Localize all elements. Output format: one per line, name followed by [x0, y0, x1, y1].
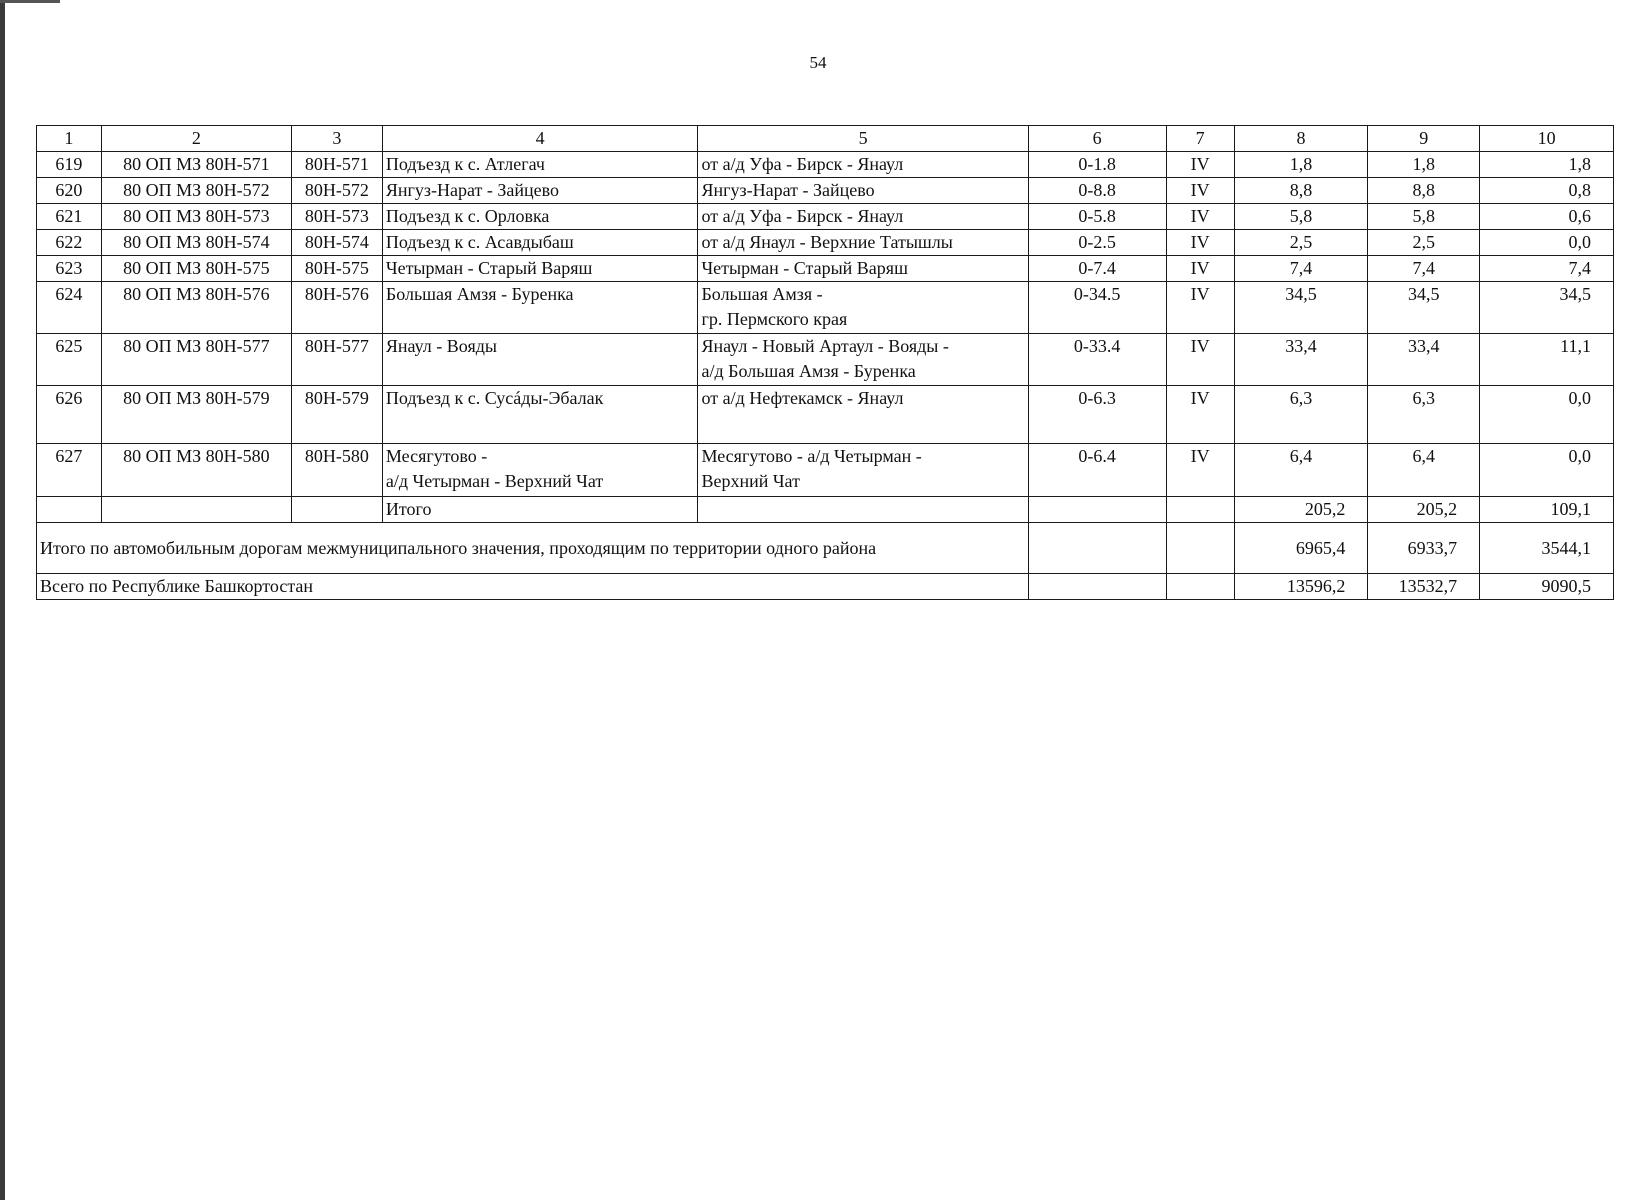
col9-value: 33,4 [1368, 334, 1480, 386]
grand-total-col9: 13532,7 [1368, 574, 1480, 600]
col10-value: 0,8 [1480, 178, 1614, 204]
table-row [37, 152, 1614, 178]
road-route-line: Месягутово - а/д Четырман - [701, 446, 922, 466]
road-route-line: от а/д Янаул - Верхние Татышлы [701, 232, 953, 252]
header-cell: 6 [1028, 126, 1166, 152]
col8-value: 6,4 [1234, 444, 1368, 497]
row-number: 624 [37, 282, 102, 334]
summary-col9: 6933,7 [1368, 523, 1480, 574]
road-name-line: Подъезд к с. Атлегач [385, 154, 545, 174]
total-row [37, 497, 1614, 523]
col10-value: 11,1 [1480, 334, 1614, 386]
road-route-line: Четырман - Старый Варяш [701, 258, 908, 278]
col8-value: 7,4 [1234, 256, 1368, 282]
col9-value: 6,4 [1368, 444, 1480, 497]
km-range: 0-33.4 [1028, 334, 1166, 386]
road-code: 80Н-575 [291, 256, 382, 282]
col8-value: 34,5 [1234, 282, 1368, 334]
road-name-line: Подъезд к с. Асавдыбаш [385, 232, 574, 252]
road-code: 80Н-576 [291, 282, 382, 334]
col10-value: 0,6 [1480, 204, 1614, 230]
km-range: 0-8.8 [1028, 178, 1166, 204]
col9-value: 2,5 [1368, 230, 1480, 256]
total-label: Итого [382, 497, 698, 523]
col10-value: 0,0 [1480, 444, 1614, 497]
header-cell: 4 [382, 126, 698, 152]
col10-value: 34,5 [1480, 282, 1614, 334]
road-identifier: 80 ОП МЗ 80Н-572 [101, 178, 291, 204]
table-row [37, 230, 1614, 256]
header-cell: 5 [698, 126, 1028, 152]
total-col8: 205,2 [1234, 497, 1368, 523]
road-route-line: Большая Амзя - [701, 284, 823, 304]
road-name [382, 230, 698, 256]
road-name-line: Подъезд к с. Орловка [385, 206, 550, 226]
row-number: 622 [37, 230, 102, 256]
km-range: 0-6.4 [1028, 444, 1166, 497]
road-name-line: Большая Амзя - Буренка [385, 284, 574, 304]
road-name [382, 178, 698, 204]
summary-label: Итого по автомобильным дорогам межмуниципального значения, проходящим по территории одного района [37, 523, 1029, 574]
scan-edge-top [0, 0, 60, 3]
road-code: 80Н-577 [291, 334, 382, 386]
scan-edge [0, 0, 5, 1200]
road-category: IV [1166, 386, 1234, 444]
road-code: 80Н-579 [291, 386, 382, 444]
row-number: 620 [37, 178, 102, 204]
header-cell: 7 [1166, 126, 1234, 152]
road-name-line: Янгуз-Нарат - Зайцево [385, 180, 560, 200]
road-code: 80Н-572 [291, 178, 382, 204]
col9-value: 7,4 [1368, 256, 1480, 282]
road-route-line: Янгуз-Нарат - Зайцево [701, 180, 875, 200]
km-range: 0-6.3 [1028, 386, 1166, 444]
road-route-line: гр. Пермского края [701, 309, 848, 329]
col8-value: 8,8 [1234, 178, 1368, 204]
road-route [698, 256, 1028, 282]
table-row [37, 256, 1614, 282]
road-category: IV [1166, 230, 1234, 256]
km-range: 0-2.5 [1028, 230, 1166, 256]
road-route [698, 282, 1028, 334]
road-category: IV [1166, 256, 1234, 282]
road-identifier: 80 ОП МЗ 80Н-579 [101, 386, 291, 444]
road-route [698, 386, 1028, 444]
col10-value: 7,4 [1480, 256, 1614, 282]
col8-value: 2,5 [1234, 230, 1368, 256]
road-identifier: 80 ОП МЗ 80Н-574 [101, 230, 291, 256]
summary-col10: 3544,1 [1480, 523, 1614, 574]
road-name [382, 282, 698, 334]
road-identifier: 80 ОП МЗ 80Н-575 [101, 256, 291, 282]
km-range: 0-34.5 [1028, 282, 1166, 334]
col9-value: 6,3 [1368, 386, 1480, 444]
road-name [382, 152, 698, 178]
road-name [382, 386, 698, 444]
road-route-line: от а/д Нефтекамск - Янаул [701, 388, 904, 408]
col8-value: 1,8 [1234, 152, 1368, 178]
road-name-line: Подъезд к с. Сусáды-Эбалак [385, 388, 604, 408]
row-number: 627 [37, 444, 102, 497]
total-col9: 205,2 [1368, 497, 1480, 523]
road-category: IV [1166, 334, 1234, 386]
row-number: 621 [37, 204, 102, 230]
road-name-line: Четырман - Старый Варяш [385, 258, 593, 278]
grand-total-label: Всего по Республике Башкортостан [37, 574, 1029, 600]
road-route [698, 444, 1028, 497]
road-route-line: Янаул - Новый Артаул - Вояды - [701, 336, 949, 356]
col8-value: 33,4 [1234, 334, 1368, 386]
row-number: 625 [37, 334, 102, 386]
grand-total-col8: 13596,2 [1234, 574, 1368, 600]
road-name [382, 334, 698, 386]
row-number: 623 [37, 256, 102, 282]
col8-value: 6,3 [1234, 386, 1368, 444]
table-row [37, 386, 1614, 444]
road-name [382, 204, 698, 230]
road-code: 80Н-574 [291, 230, 382, 256]
road-route [698, 230, 1028, 256]
road-category: IV [1166, 204, 1234, 230]
col10-value: 1,8 [1480, 152, 1614, 178]
road-identifier: 80 ОП МЗ 80Н-571 [101, 152, 291, 178]
road-identifier: 80 ОП МЗ 80Н-576 [101, 282, 291, 334]
road-route-line: от а/д Уфа - Бирск - Янаул [701, 154, 904, 174]
col9-value: 34,5 [1368, 282, 1480, 334]
road-route-line: а/д Большая Амзя - Буренка [701, 361, 916, 381]
table-header-row [37, 126, 1614, 152]
summary-row [37, 523, 1614, 574]
road-route [698, 178, 1028, 204]
table-row [37, 282, 1614, 334]
road-route [698, 334, 1028, 386]
road-name-line: Месягутово - [385, 446, 488, 466]
km-range: 0-5.8 [1028, 204, 1166, 230]
road-route [698, 204, 1028, 230]
summary-col8: 6965,4 [1234, 523, 1368, 574]
col8-value: 5,8 [1234, 204, 1368, 230]
road-identifier: 80 ОП МЗ 80Н-573 [101, 204, 291, 230]
road-category: IV [1166, 282, 1234, 334]
road-name [382, 444, 698, 497]
road-category: IV [1166, 444, 1234, 497]
header-cell: 8 [1234, 126, 1368, 152]
road-name [382, 256, 698, 282]
road-identifier: 80 ОП МЗ 80Н-577 [101, 334, 291, 386]
row-number: 626 [37, 386, 102, 444]
col9-value: 8,8 [1368, 178, 1480, 204]
road-route-line: от а/д Уфа - Бирск - Янаул [701, 206, 904, 226]
road-route-line: Верхний Чат [701, 471, 800, 491]
table-row [37, 204, 1614, 230]
road-code: 80Н-571 [291, 152, 382, 178]
roads-table [36, 125, 1614, 600]
total-col10: 109,1 [1480, 497, 1614, 523]
col9-value: 1,8 [1368, 152, 1480, 178]
road-code: 80Н-573 [291, 204, 382, 230]
road-code: 80Н-580 [291, 444, 382, 497]
col9-value: 5,8 [1368, 204, 1480, 230]
grand-total-col10: 9090,5 [1480, 574, 1614, 600]
page-number: 54 [809, 53, 827, 72]
table-row [37, 334, 1614, 386]
road-category: IV [1166, 178, 1234, 204]
row-number: 619 [37, 152, 102, 178]
road-identifier: 80 ОП МЗ 80Н-580 [101, 444, 291, 497]
header-cell: 3 [291, 126, 382, 152]
road-name-line: Янаул - Вояды [385, 336, 497, 356]
header-cell: 10 [1480, 126, 1614, 152]
header-cell: 2 [101, 126, 291, 152]
table-row [37, 444, 1614, 497]
km-range: 0-7.4 [1028, 256, 1166, 282]
header-cell: 1 [37, 126, 102, 152]
road-category: IV [1166, 152, 1234, 178]
table-row [37, 178, 1614, 204]
grand-total-row [37, 574, 1614, 600]
header-cell: 9 [1368, 126, 1480, 152]
col10-value: 0,0 [1480, 386, 1614, 444]
road-name-line: а/д Четырман - Верхний Чат [385, 471, 604, 491]
km-range: 0-1.8 [1028, 152, 1166, 178]
road-route [698, 152, 1028, 178]
col10-value: 0,0 [1480, 230, 1614, 256]
